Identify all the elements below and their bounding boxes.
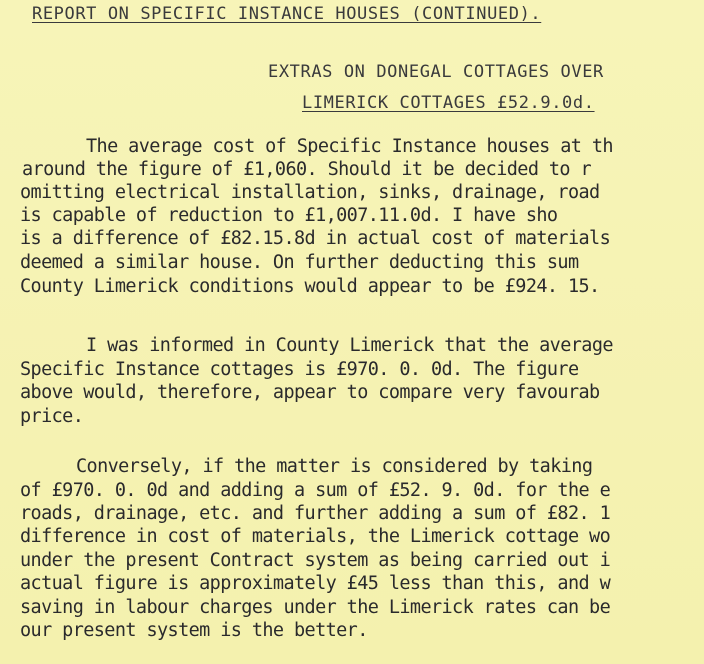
paragraph-2-line-3: above would, therefore, appear to compare very favourab: [20, 382, 600, 403]
paragraph-1-line-6: deemed a similar house. On further deducting this sum: [20, 252, 579, 273]
paragraph-1-line-3: omitting electrical installation, sinks, drainage, road: [20, 182, 600, 203]
paragraph-3-line-6: actual figure is approximately £45 less than this, and w: [20, 573, 611, 594]
paragraph-3-line-4: difference in cost of materials, the Limerick cottage wo: [20, 526, 611, 547]
paragraph-3-line-5: under the present Contract system as being carried out i: [20, 550, 611, 571]
report-title: REPORT ON SPECIFIC INSTANCE HOUSES (CONTINUED).: [32, 4, 542, 24]
paragraph-2-line-2: Specific Instance cottages is £970. 0. 0d. The figure: [20, 359, 579, 380]
paragraph-1-line-1: The average cost of Specific Instance houses at th: [86, 136, 613, 157]
paragraph-1-line-2: around the figure of £1,060. Should it be decided to r: [22, 159, 592, 180]
paragraph-2-line-1: I was informed in County Limerick that the average: [86, 335, 613, 356]
paragraph-3-line-2: of £970. 0. 0d and adding a sum of £52. 9. 0d. for the e: [20, 480, 611, 501]
subtitle-line-1: EXTRAS ON DONEGAL COTTAGES OVER: [268, 62, 604, 82]
paragraph-1-line-7: County Limerick conditions would appear to be £924. 15.: [20, 276, 600, 297]
paragraph-3-line-3: roads, drainage, etc. and further adding a sum of £82. 1: [20, 503, 611, 524]
paragraph-3-line-7: saving in labour charges under the Limerick rates can be: [20, 597, 611, 618]
paragraph-2-line-4: price.: [20, 406, 84, 427]
subtitle-line-2: LIMERICK COTTAGES £52.9.0d.: [302, 93, 595, 113]
paragraph-3-line-1: Conversely, if the matter is considered by taking: [76, 456, 593, 477]
paragraph-3-line-8: our present system is the better.: [20, 620, 368, 641]
paragraph-1-line-5: is a difference of £82.15.8d in actual cost of materials: [20, 228, 611, 249]
paragraph-1-line-4: is capable of reduction to £1,007.11.0d. I have sho: [20, 205, 558, 226]
